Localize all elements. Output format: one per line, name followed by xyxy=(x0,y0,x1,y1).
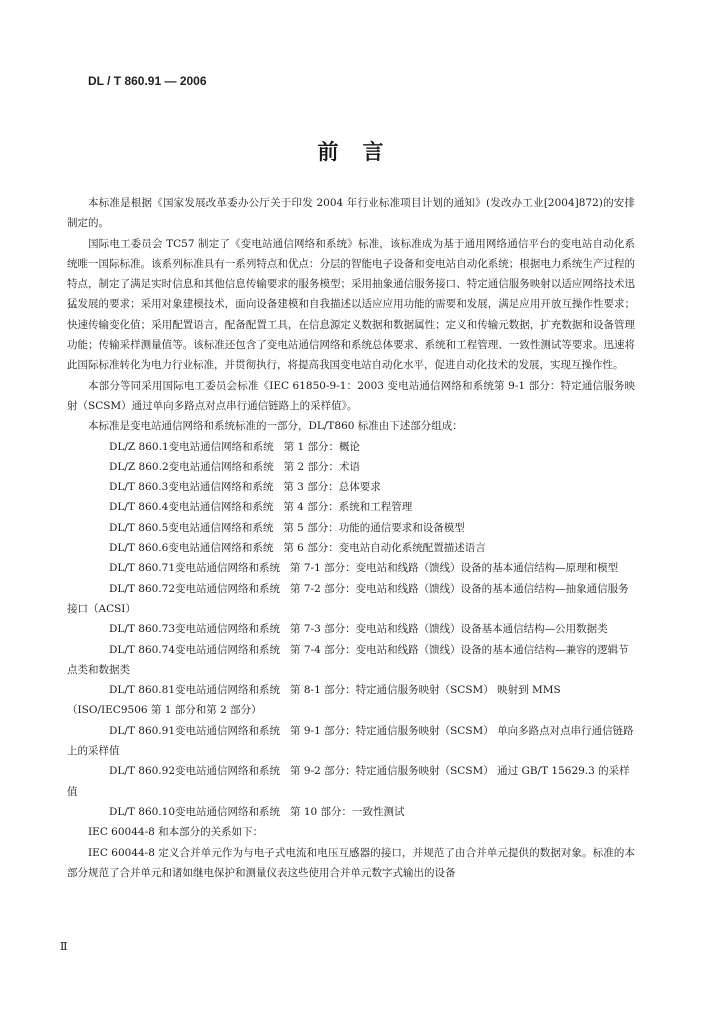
standard-part-title: 第 7-1 部分：变电站和线路（馈线）设备的基本通信结构—原理和模型 xyxy=(290,562,619,575)
standard-code: DL/Z 860.1 xyxy=(109,440,169,453)
standard-item xyxy=(67,579,635,620)
paragraph: 本部分等同采用国际电工委员会标准《IEC 61850-9-1：2003 变电站通信网络和系统第 9-1 部分：特定通信服务映射（SCSM）通过单向多路点对点串行通信链路上的采样值》。 xyxy=(67,379,635,412)
standard-series-name: 变电站通信网络和系统 xyxy=(175,582,281,595)
standard-series-name: 变电站通信网络和系统 xyxy=(168,542,274,555)
standard-item xyxy=(67,761,635,802)
standard-series-name: 变电站通信网络和系统 xyxy=(175,623,281,636)
standard-series-name: 变电站通信网络和系统 xyxy=(175,562,281,575)
standard-part-title: 第 5 部分：功能的通信要求和设备模型 xyxy=(283,521,465,534)
standard-item xyxy=(67,497,635,517)
document-body xyxy=(67,193,635,883)
standard-item xyxy=(67,721,635,762)
standard-item xyxy=(67,558,635,578)
standard-part-title: 第 3 部分：总体要求 xyxy=(283,481,381,494)
standard-code: DL/T 860.91 xyxy=(109,724,176,737)
standard-series-name: 变电站通信网络和系统 xyxy=(168,521,274,534)
standard-series-name: 变电站通信网络和系统 xyxy=(175,805,281,818)
standard-series-name: 变电站通信网络和系统 xyxy=(175,724,281,737)
standard-code: DL/T 860.92 xyxy=(109,765,176,778)
standard-part-title: 第 10 部分：一致性测试 xyxy=(290,805,405,818)
standard-series-name: 变电站通信网络和系统 xyxy=(175,643,281,656)
page-title: 前言 xyxy=(317,139,408,164)
paragraph: 本标准是变电站通信网络和系统标准的一部分，DL/T860 标准由下述部分组成： xyxy=(88,420,463,433)
standard-part-title: 第 1 部分：概论 xyxy=(283,440,360,453)
standard-item xyxy=(67,640,635,681)
standard-item xyxy=(67,477,635,497)
standard-code: DL/Z 860.2 xyxy=(109,460,169,473)
standard-part-title: 第 7-3 部分：变电站和线路（馈线）设备基本通信结构—公用数据类 xyxy=(290,623,608,636)
standard-item xyxy=(67,538,635,558)
standard-code: DL/T 860.73 xyxy=(109,623,176,636)
standard-code: DL/T 860.10 xyxy=(109,805,176,818)
standard-code: DL/T 860.4 xyxy=(109,501,169,514)
standard-part-title: 第 4 部分：系统和工程管理 xyxy=(283,501,413,514)
standard-item xyxy=(67,802,635,822)
standard-series-name: 变电站通信网络和系统 xyxy=(168,440,274,453)
standard-series-name: 变电站通信网络和系统 xyxy=(175,765,281,778)
standard-item xyxy=(67,619,635,639)
paragraph: IEC 60044-8 和本部分的关系如下： xyxy=(88,826,264,839)
document-number: DL / T 860.91 — 2006 xyxy=(88,74,207,88)
standard-series-name: 变电站通信网络和系统 xyxy=(175,684,281,697)
standard-part-title: 第 2 部分：术语 xyxy=(283,460,360,473)
standard-code: DL/T 860.6 xyxy=(109,542,169,555)
standard-part-title: 第 7-2 部分：变电站和线路（馈线）设备的基本通信结构—抽象通信服务接口（ACSI） xyxy=(67,582,629,615)
standard-part-title: 第 9-2 部分：特定通信服务映射（SCSM） 通过 GB/T 15629.3 的采样值 xyxy=(67,765,630,798)
paragraph: IEC 60044-8 定义合并单元作为与电子式电流和电压互感器的接口，并规范了由合并单元提供的数据对象。标准的本部分规范了合并单元和诸如继电保护和测量仪表这些使用合并单元数字式输出的设备 xyxy=(67,846,635,879)
standards-list xyxy=(67,437,635,823)
page-number: Ⅱ xyxy=(60,940,68,953)
standard-code: DL/T 860.71 xyxy=(109,562,176,575)
standard-item xyxy=(67,518,635,538)
standard-series-name: 变电站通信网络和系统 xyxy=(168,481,274,494)
standard-item xyxy=(67,680,635,721)
standard-code: DL/T 860.74 xyxy=(109,643,176,656)
standard-series-name: 变电站通信网络和系统 xyxy=(168,501,274,514)
paragraph: 本标准是根据《国家发展改革委办公厅关于印发 2004 年行业标准项目计划的通知》(发改办工业[2004]872)的安排制定的。 xyxy=(67,197,635,230)
paragraph: 国际电工委员会 TC57 制定了《变电站通信网络和系统》标准，该标准成为基于通用网络通信平台的变电站自动化系统唯一国际标准。该系列标准具有一系列特点和优点：分层的智能电子设备和变电站自动化系统；根据电力系统生产过程的特点，制定了满足实时信息和其他信息传输要求的服务模型；采用抽象通信服务接口、特定通信服务映射以适应网络技术迅猛发展的要求；采用对象建模技术，面向设备建模和自我描述以适应应用功能的需要和发展，满足应用开放互操作性要求；快速传输变化值；采用配置语言，配备配置工具，在信息源定义数据和数据属性；定义和传输元数据，扩充数据和设备管理功能；传输采样测量值等。该标准还包含了变电站通信网络和系统总体要求、系统和工程管理、一致性测试等要求。迅速将此国际标准转化为电力行业标准，并贯彻执行，将提高我国变电站自动化水平，促进自动化技术的发展，实现互操作性。 xyxy=(67,237,635,372)
standard-code: DL/T 860.5 xyxy=(109,521,169,534)
standard-series-name: 变电站通信网络和系统 xyxy=(168,460,274,473)
standard-part-title: 第 7-4 部分：变电站和线路（馈线）设备的基本通信结构—兼容的逻辑节点类和数据类 xyxy=(67,643,629,676)
standard-code: DL/T 860.72 xyxy=(109,582,176,595)
standard-part-title: 第 6 部分：变电站自动化系统配置描述语言 xyxy=(283,542,486,555)
standard-part-title: 第 8-1 部分：特定通信服务映射（SCSM） 映射到 MMS（ISO/IEC9506 第 1 部分和第 2 部分） xyxy=(67,684,561,717)
standard-code: DL/T 860.3 xyxy=(109,481,169,494)
standard-part-title: 第 9-1 部分：特定通信服务映射（SCSM） 单向多路点对点串行通信链路上的采样值 xyxy=(67,724,634,758)
standard-code: DL/T 860.81 xyxy=(109,684,176,697)
standard-item xyxy=(67,457,635,477)
standard-item xyxy=(67,437,635,457)
